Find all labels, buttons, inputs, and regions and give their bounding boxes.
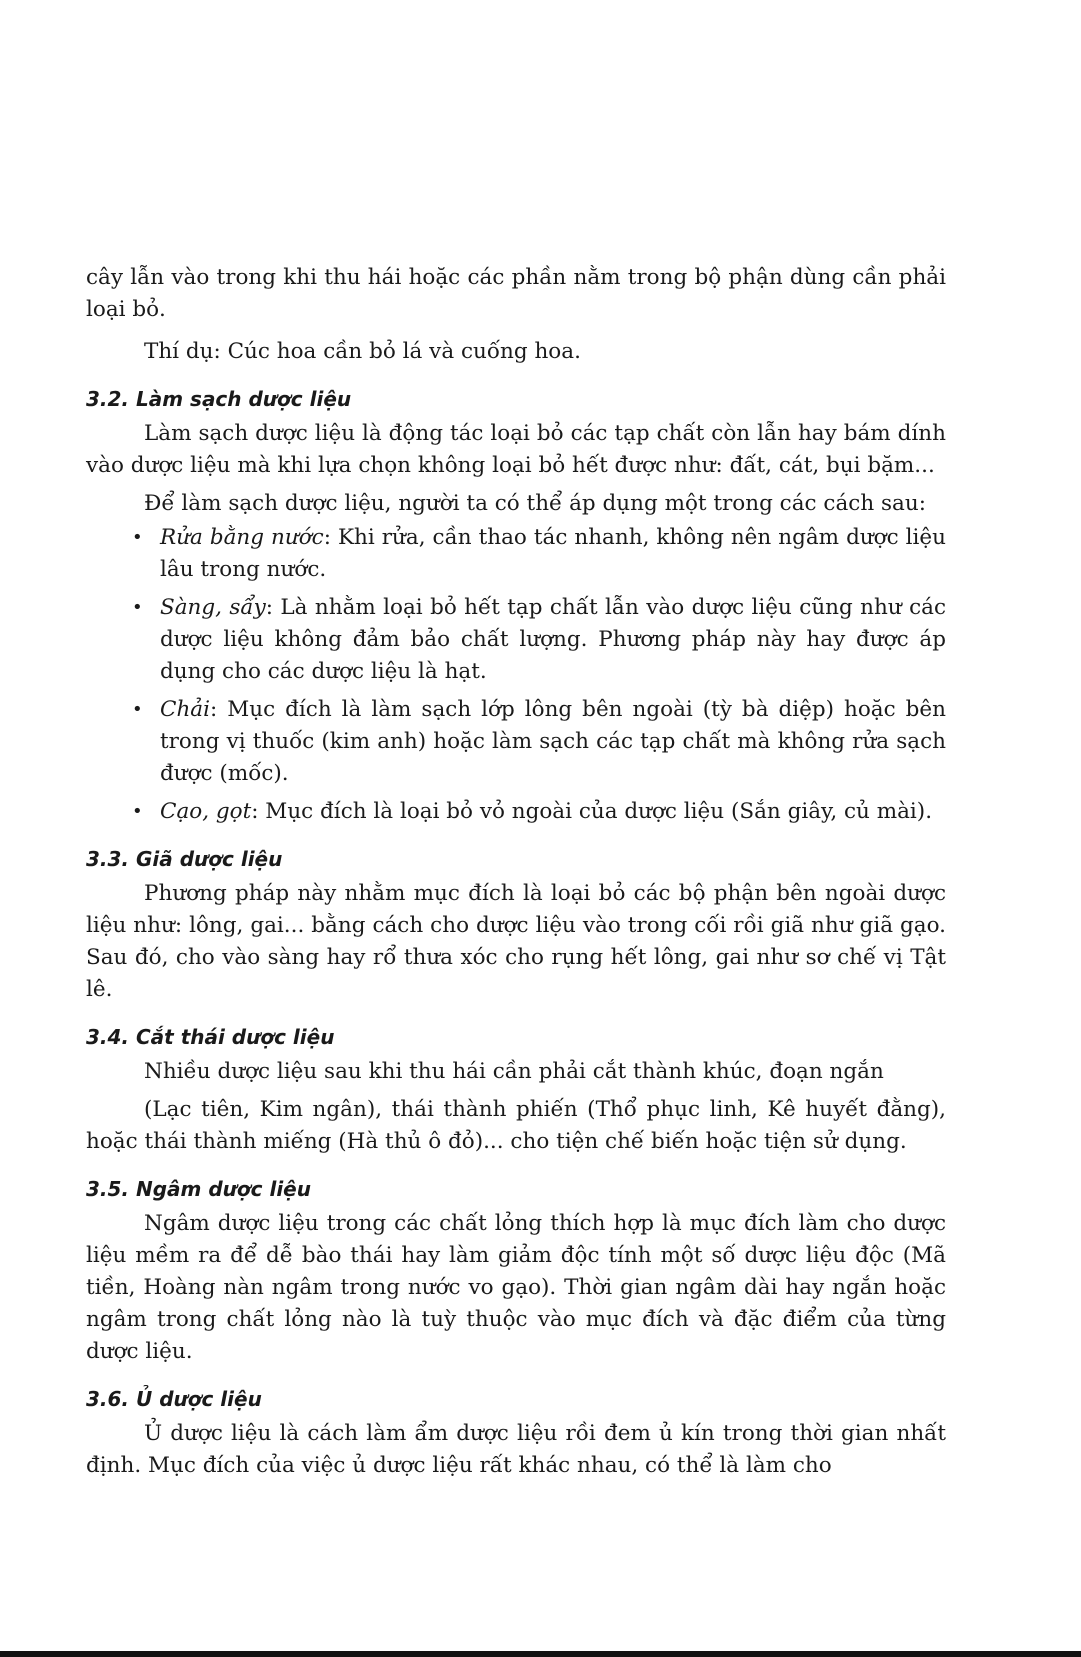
scan-bottom-edge bbox=[0, 1651, 1081, 1657]
section-heading-3-4: 3.4. Cắt thái dược liệu bbox=[86, 1025, 335, 1049]
opening-paragraph: cây lẫn vào trong khi thu hái hoặc các phần nằm trong bộ phận dùng cần phải loại bỏ. bbox=[86, 265, 946, 322]
section-heading-3-3: 3.3. Giã dược liệu bbox=[86, 847, 283, 871]
page-content bbox=[86, 262, 946, 1482]
section-3-6-paragraph: Ủ dược liệu là cách làm ẩm dược liệu rồi đem ủ kín trong thời gian nhất định. Mục đích của việc ủ dược liệu rất khác nhau, có thể là làm cho bbox=[86, 1421, 946, 1478]
section-heading-3-6: 3.6. Ủ dược liệu bbox=[86, 1387, 262, 1411]
section-3-4-paragraph-2: (Lạc tiên, Kim ngân), thái thành phiến (Thổ phục linh, Kê huyết đằng), hoặc thái thành miếng (Hà thủ ô đỏ)... cho tiện chế biến hoặc tiện sử dụng. bbox=[86, 1097, 946, 1154]
section-3-3-paragraph: Phương pháp này nhằm mục đích là loại bỏ các bộ phận bên ngoài dược liệu như: lông, gai... bằng cách cho dược liệu vào trong cối rồi giã như giã gạo. Sau đó, cho vào sàng hay rổ thưa xóc cho rụng hết lông, gai như sơ chế vị Tật lê. bbox=[86, 881, 946, 1002]
cleaning-methods-list bbox=[86, 522, 946, 828]
section-3-2-paragraph-2: Để làm sạch dược liệu, người ta có thể áp dụng một trong các cách sau: bbox=[144, 491, 926, 516]
example-paragraph: Thí dụ: Cúc hoa cần bỏ lá và cuống hoa. bbox=[144, 339, 581, 364]
section-heading-3-2: 3.2. Làm sạch dược liệu bbox=[86, 387, 352, 411]
section-3-5-paragraph: Ngâm dược liệu trong các chất lỏng thích hợp là mục đích làm cho dược liệu mềm ra để dễ bào thái hay làm giảm độc tính một số dược liệu độc (Mã tiền, Hoàng nàn ngâm trong nước vo gạo). Thời gian ngâm dài hay ngắn hoặc ngâm trong chất lỏng nào là tuỳ thuộc vào mục đích và đặc điểm của từng dược liệu. bbox=[86, 1211, 946, 1364]
section-3-2-paragraph-1: Làm sạch dược liệu là động tác loại bỏ các tạp chất còn lẫn hay bám dính vào dược liệu mà khi lựa chọn không loại bỏ hết được như: đất, cát, bụi bặm... bbox=[86, 421, 946, 478]
section-3-4-paragraph-1: Nhiều dược liệu sau khi thu hái cần phải cắt thành khúc, đoạn ngắn bbox=[144, 1059, 884, 1084]
list-item: • Cạo, gọt: Mục đích là loại bỏ vỏ ngoài của dược liệu (Sắn giây, củ mài). bbox=[86, 796, 946, 828]
section-heading-3-5: 3.5. Ngâm dược liệu bbox=[86, 1177, 311, 1201]
list-item: • Chải: Mục đích là làm sạch lớp lông bên ngoài (tỳ bà diệp) hoặc bên trong vị thuốc (kim anh) hoặc làm sạch các tạp chất mà không rửa sạch được (mốc). bbox=[86, 694, 946, 790]
list-item: • Sàng, sẩy: Là nhằm loại bỏ hết tạp chất lẫn vào dược liệu cũng như các dược liệu không đảm bảo chất lượng. Phương pháp này hay được áp dụng cho các dược liệu là hạt. bbox=[86, 592, 946, 688]
list-item: • Rửa bằng nước: Khi rửa, cần thao tác nhanh, không nên ngâm dược liệu lâu trong nước. bbox=[86, 522, 946, 586]
